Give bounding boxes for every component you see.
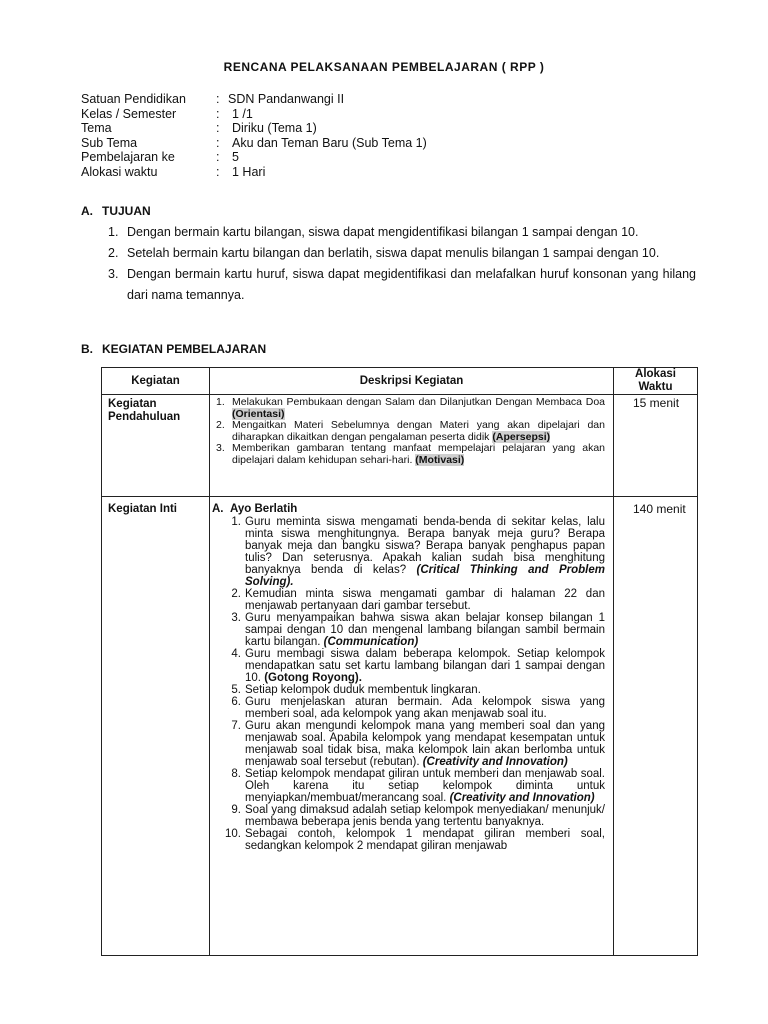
- duration: 140 menit: [614, 497, 698, 956]
- identity-block: [81, 92, 427, 179]
- skill-tag: (Creativity and Innovation): [422, 756, 568, 768]
- identity-value: Diriku (Tema 1): [232, 121, 317, 135]
- identity-label: Pembelajaran ke: [81, 150, 175, 164]
- item-number: 3.: [216, 442, 225, 454]
- identity-value: 5: [232, 150, 239, 164]
- goal-text: Dengan bermain kartu huruf, siswa dapat megidentifikasi dan melafalkan huruf konsonan yang hilang dari nama temannya.: [127, 267, 696, 302]
- goals-list: [108, 222, 696, 306]
- item-number: 8.: [231, 768, 241, 780]
- section-a-heading: [81, 204, 151, 218]
- item-text: Setiap kelompok mendapat giliran untuk memberi dan menjawab soal. Oleh karena itu setiap kelompok diminta untuk menyiapkan/membuat/merancang soal.: [245, 768, 605, 804]
- identity-row: [81, 136, 427, 151]
- identity-value: Aku dan Teman Baru (Sub Tema 1): [232, 135, 427, 150]
- skill-tag: (Gotong Royong).: [264, 672, 362, 684]
- identity-label: Kelas / Semester: [81, 106, 177, 121]
- goal-number: 1.: [108, 225, 119, 239]
- section-letter: A.: [81, 204, 93, 218]
- item-number: 2.: [231, 588, 241, 600]
- identity-label: Tema: [81, 121, 112, 135]
- skill-tag: (Creativity and Innovation): [449, 792, 595, 804]
- table-row: [102, 395, 698, 497]
- item-number: 10.: [225, 828, 241, 840]
- item-text: Melakukan Pembukaan dengan Salam dan Dilanjutkan Dengan Membaca Doa: [232, 396, 605, 408]
- identity-row: [81, 165, 427, 180]
- subsection-title: [212, 503, 605, 515]
- item-text: Guru meminta siswa mengamati benda-benda di sekitar kelas, lalu minta siswa menghitungnya. Berapa banyak meja guru? Berapa banyak meja dan bangku siswa? Berapa banyak penghapus papan tulis? Dan seterusnya. Apakah kalian sudah bisa menghitung banyaknya benda di kelas?: [245, 516, 605, 576]
- phase-tag: (Apersepsi): [492, 430, 551, 443]
- identity-colon: :: [216, 121, 220, 135]
- item-number: 1.: [216, 396, 225, 408]
- list-item: [216, 420, 605, 443]
- item-text: Guru menyampaikan bahwa siswa akan belajar konsep bilangan 1 sampai dengan 10 dan mengenal lambang bilangan sambil bermain kartu bilangan.: [245, 612, 605, 648]
- section-title: TUJUAN: [102, 204, 151, 218]
- document-title: RENCANA PELAKSANAAN PEMBELAJARAN ( RPP ): [223, 60, 545, 74]
- goal-number: 2.: [108, 246, 119, 260]
- skill-tag: (Communication): [323, 636, 419, 648]
- section-letter: B.: [81, 342, 93, 356]
- identity-row: [81, 92, 427, 107]
- goal-item: [108, 222, 696, 243]
- list-item: [212, 588, 605, 612]
- identity-value: 1 Hari: [232, 164, 266, 179]
- list-item: [212, 720, 605, 768]
- identity-label: Sub Tema: [81, 135, 138, 150]
- duration: 15 menit: [614, 395, 698, 497]
- identity-value: 1 /1: [232, 106, 253, 121]
- identity-label: Satuan Pendidikan: [81, 92, 186, 106]
- header-kegiatan: Kegiatan: [102, 368, 210, 395]
- list-item: [212, 516, 605, 588]
- activity-description: [210, 497, 614, 956]
- section-title: KEGIATAN PEMBELAJARAN: [102, 342, 267, 356]
- section-b-heading: [81, 342, 266, 356]
- item-text: Soal yang dimaksud adalah setiap kelompok menyediakan/ menunjuk/ membawa beberapa jenis benda yang tertentu banyaknya.: [245, 804, 605, 828]
- header-deskripsi: Deskripsi Kegiatan: [210, 368, 614, 395]
- item-text: Memberikan gambaran tentang manfaat mempelajari pelajaran yang akan dipelajari dalam kehidupan sehari-hari.: [232, 442, 605, 466]
- identity-row: [81, 107, 427, 122]
- identity-colon: :: [216, 135, 220, 150]
- list-item: [212, 696, 605, 720]
- item-number: 1.: [231, 516, 241, 528]
- goal-item: [108, 243, 696, 264]
- header-alokasi: Alokasi Waktu: [614, 368, 698, 395]
- list-item: [216, 397, 605, 420]
- table-header-row: [102, 368, 698, 395]
- identity-label: Alokasi waktu: [81, 164, 158, 179]
- table-row: [102, 497, 698, 956]
- phase-tag: (Motivasi): [415, 453, 465, 466]
- list-item: [212, 648, 605, 684]
- list-item: [212, 684, 605, 696]
- identity-row: [81, 121, 427, 136]
- item-number: 2.: [216, 419, 225, 431]
- activity-table: [101, 367, 698, 956]
- item-number: 7.: [231, 720, 241, 732]
- item-number: 3.: [231, 612, 241, 624]
- goal-text: Dengan bermain kartu bilangan, siswa dapat mengidentifikasi bilangan 1 sampai dengan 10.: [127, 225, 639, 239]
- item-text: Mengaitkan Materi Sebelumnya dengan Materi yang akan dipelajari dan diharapkan dikaitkan dengan pengalaman peserta didik: [232, 419, 605, 443]
- stage-label: Kegiatan Inti: [102, 497, 210, 956]
- activity-description: [210, 395, 614, 497]
- item-number: 6.: [231, 696, 241, 708]
- list-item: [212, 804, 605, 828]
- item-number: 5.: [231, 684, 241, 696]
- identity-colon: :: [216, 150, 220, 164]
- item-text: Setiap kelompok duduk membentuk lingkaran.: [245, 684, 481, 696]
- identity-colon: :: [216, 106, 220, 121]
- item-text: Guru membagi siswa dalam beberapa kelompok. Setiap kelompok mendapatkan satu set kartu lambang bilangan dari 1 sampai dengan 10.: [245, 648, 605, 684]
- goal-text: Setelah bermain kartu bilangan dan berlatih, siswa dapat menulis bilangan 1 sampai dengan 10.: [127, 246, 660, 260]
- item-text: Kemudian minta siswa mengamati gambar di halaman 22 dan menjawab pertanyaan dari gambar tersebut.: [245, 588, 605, 612]
- stage-label: Kegiatan Pendahuluan: [102, 395, 210, 497]
- identity-colon: :: [216, 164, 220, 179]
- identity-value: SDN Pandanwangi II: [228, 92, 345, 106]
- phase-tag: (Orientasi): [232, 407, 285, 420]
- item-text: Guru menjelaskan aturan bermain. Ada kelompok siswa yang memberi soal, ada kelompok yang akan menjawab soal itu.: [245, 696, 605, 720]
- item-text: Sebagai contoh, kelompok 1 mendapat giliran memberi soal, sedangkan kelompok 2 mendapat giliran menjawab: [245, 828, 605, 852]
- subsection-letter: A.: [212, 503, 224, 515]
- item-text: Guru akan mengundi kelompok mana yang memberi soal dan yang menjawab soal. Apabila kelompok yang mendapat kesempatan untuk menjawab soal tidak bisa, maka kelompok lain akan berlomba untuk menjawab soal tersebut (rebutan).: [245, 720, 605, 768]
- identity-colon: :: [216, 92, 220, 106]
- item-number: 9.: [231, 804, 241, 816]
- identity-row: [81, 150, 427, 165]
- skill-tag: (Critical Thinking and Problem Solving).: [245, 564, 605, 588]
- list-item: [212, 828, 605, 852]
- goal-number: 3.: [108, 267, 119, 281]
- list-item: [216, 443, 605, 466]
- goal-item: [108, 264, 696, 306]
- subsection-label: Ayo Berlatih: [230, 503, 298, 515]
- item-number: 4.: [231, 648, 241, 660]
- list-item: [212, 612, 605, 648]
- list-item: [212, 768, 605, 804]
